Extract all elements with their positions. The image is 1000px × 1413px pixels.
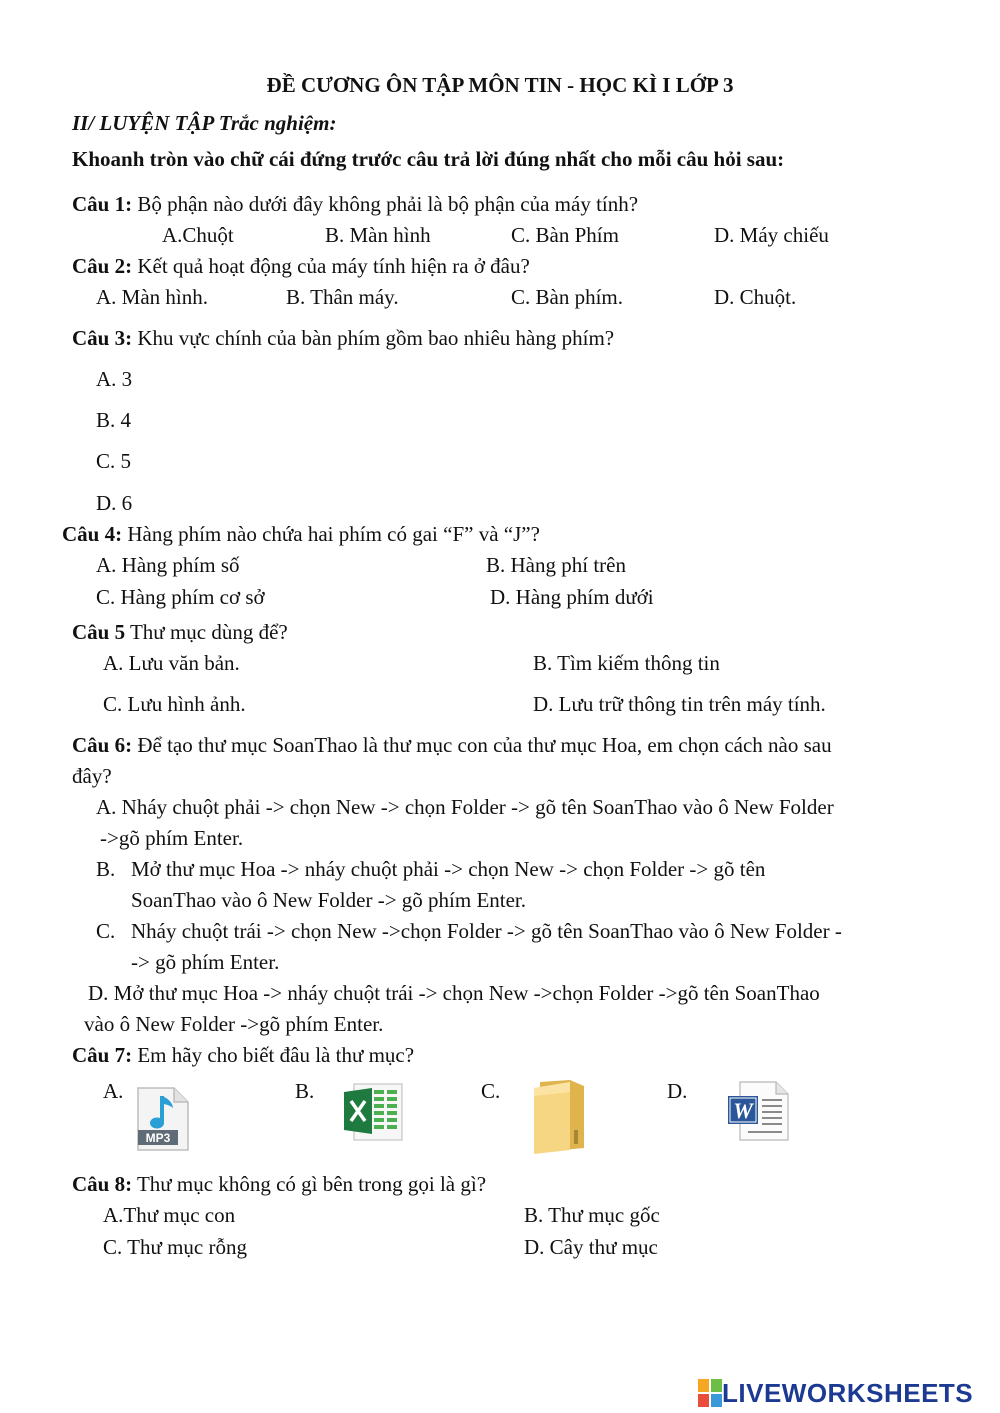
page-title: ĐỀ CƯƠNG ÔN TẬP MÔN TIN - HỌC KÌ I LỚP 3 <box>266 73 734 97</box>
option-6c[interactable]: Nháy chuột trái -> chọn New ->chọn Folder -> gõ tên SoanThao vào ô New Folder - <box>131 919 842 943</box>
question-5: Câu 5 Thư mục dùng để? <box>72 620 288 644</box>
liveworksheets-logo-icon <box>698 1379 722 1407</box>
option-8d[interactable]: D. Cây thư mục <box>524 1235 658 1259</box>
option-4a[interactable]: A. Hàng phím số <box>96 553 240 577</box>
option-6a[interactable]: A. Nháy chuột phải -> chọn New -> chọn Folder -> gõ tên SoanThao vào ô New Folder <box>96 795 834 819</box>
option-5b[interactable]: B. Tìm kiếm thông tin <box>533 651 720 675</box>
folder-icon[interactable] <box>530 1078 592 1156</box>
liveworksheets-brand: LIVEWORKSHEETS <box>722 1377 974 1408</box>
option-3a[interactable]: A. 3 <box>96 367 133 391</box>
svg-text:MP3: MP3 <box>145 1131 171 1145</box>
option-7d[interactable]: D. <box>667 1079 688 1103</box>
option-2d[interactable]: D. Chuột. <box>714 285 797 309</box>
option-6b[interactable]: Mở thư mục Hoa -> nháy chuột phải -> chọn New -> chọn Folder -> gõ tên <box>131 857 766 881</box>
question-2: Câu 2: Kết quả hoạt động của máy tính hiện ra ở đâu? <box>72 254 530 278</box>
option-6c-letter[interactable]: C. <box>96 919 116 943</box>
option-7c[interactable]: C. <box>481 1079 501 1103</box>
option-6b-cont: SoanThao vào ô New Folder -> gõ phím Enter. <box>131 888 527 912</box>
mp3-file-icon[interactable] <box>132 1086 192 1154</box>
option-6d-cont: vào ô New Folder ->gõ phím Enter. <box>84 1012 384 1036</box>
option-4c[interactable]: C. Hàng phím cơ sở <box>96 585 265 609</box>
option-1a[interactable]: A.Chuột <box>162 223 234 247</box>
option-6d[interactable]: D. Mở thư mục Hoa -> nháy chuột trái -> chọn New ->chọn Folder ->gõ tên SoanThao <box>88 981 820 1005</box>
liveworksheets-logo <box>698 1378 973 1408</box>
option-2b[interactable]: B. Thân máy. <box>286 285 399 309</box>
option-5a[interactable]: A. Lưu văn bản. <box>103 651 240 675</box>
question-6-cont: đây? <box>72 764 112 788</box>
question-4: Câu 4: Hàng phím nào chứa hai phím có gai “F” và “J”? <box>62 522 540 546</box>
svg-text:W: W <box>733 1098 753 1123</box>
excel-file-icon[interactable] <box>340 1082 406 1148</box>
option-6c-cont: -> gõ phím Enter. <box>131 950 280 974</box>
instruction: Khoanh tròn vào chữ cái đứng trước câu trả lời đúng nhất cho mỗi câu hỏi sau: <box>72 147 785 171</box>
option-3c[interactable]: C. 5 <box>96 449 132 473</box>
option-5c[interactable]: C. Lưu hình ảnh. <box>103 692 246 716</box>
question-7: Câu 7: Em hãy cho biết đâu là thư mục? <box>72 1043 415 1067</box>
option-2c[interactable]: C. Bàn phím. <box>511 285 624 309</box>
question-1: Câu 1: Bộ phận nào dưới đây không phải là bộ phận của máy tính? <box>72 192 639 216</box>
option-6b-letter[interactable]: B. <box>96 857 116 881</box>
question-6: Câu 6: Để tạo thư mục SoanThao là thư mục con của thư mục Hoa, em chọn cách nào sau <box>72 733 832 757</box>
option-7b[interactable]: B. <box>295 1079 315 1103</box>
option-1d[interactable]: D. Máy chiếu <box>714 223 829 247</box>
option-7a[interactable]: A. <box>103 1079 124 1103</box>
option-8c[interactable]: C. Thư mục rỗng <box>103 1235 247 1259</box>
option-4d[interactable]: D. Hàng phím dưới <box>490 585 654 609</box>
option-1b[interactable]: B. Màn hình <box>325 223 431 247</box>
option-2a[interactable]: A. Màn hình. <box>96 285 208 309</box>
word-file-icon[interactable] <box>724 1080 792 1146</box>
option-3d[interactable]: D. 6 <box>96 491 133 515</box>
question-3: Câu 3: Khu vực chính của bàn phím gồm bao nhiêu hàng phím? <box>72 326 615 350</box>
option-3b[interactable]: B. 4 <box>96 408 132 432</box>
option-1c[interactable]: C. Bàn Phím <box>511 223 619 247</box>
question-8: Câu 8: Thư mục không có gì bên trong gọi là gì? <box>72 1172 487 1196</box>
option-5d[interactable]: D. Lưu trữ thông tin trên máy tính. <box>533 692 826 716</box>
option-8a[interactable]: A.Thư mục con <box>103 1203 236 1227</box>
option-4b[interactable]: B. Hàng phí trên <box>486 553 626 577</box>
section-heading: II/ LUYỆN TẬP Trắc nghiệm: <box>72 111 337 135</box>
option-6a-cont: ->gõ phím Enter. <box>100 826 244 850</box>
option-8b[interactable]: B. Thư mục gốc <box>524 1203 660 1227</box>
